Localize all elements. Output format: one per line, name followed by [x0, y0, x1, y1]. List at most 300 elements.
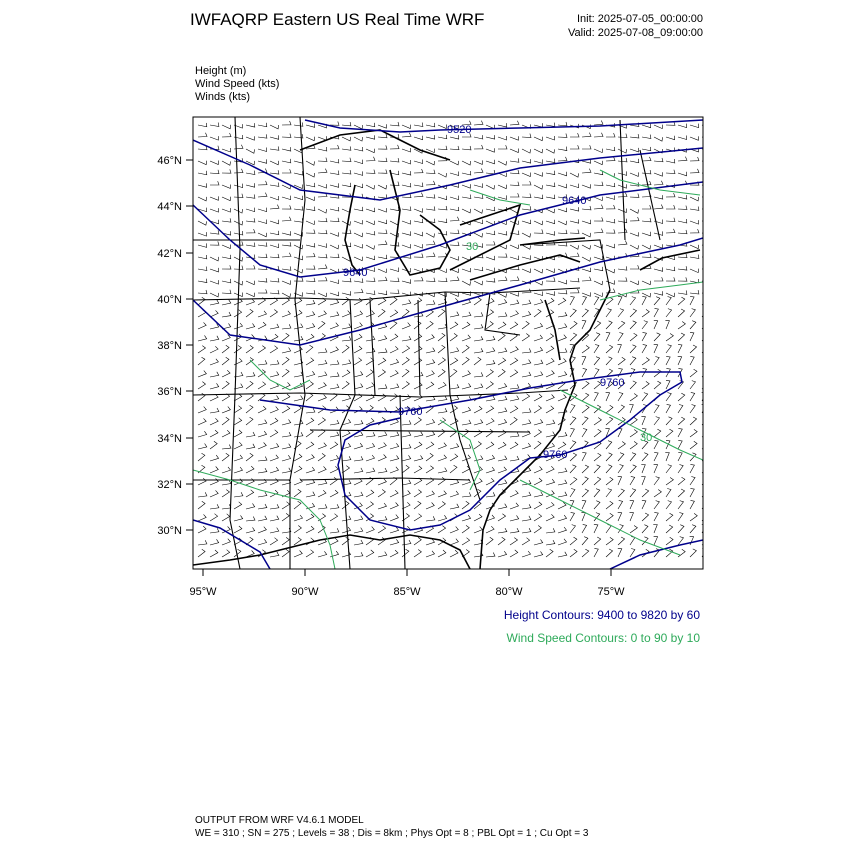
wind-barb — [438, 125, 447, 129]
wind-barb — [402, 148, 411, 152]
wind-barb — [558, 280, 567, 284]
wind-barb — [630, 345, 636, 353]
wind-barb — [462, 492, 471, 497]
wind-barb — [246, 490, 254, 497]
wind-barb — [618, 357, 625, 365]
wind-barb — [474, 209, 483, 213]
wind-barb — [462, 312, 471, 317]
wind-barb — [486, 185, 495, 189]
wind-barb — [438, 369, 445, 377]
wind-barb — [378, 526, 386, 533]
wind-barb — [498, 322, 506, 329]
wind-barb — [582, 345, 589, 353]
wind-barb — [594, 477, 601, 485]
wind-barb — [666, 393, 671, 402]
wind-barb — [318, 277, 327, 281]
wind-barb — [378, 479, 386, 485]
wind-barb — [690, 536, 694, 545]
wind-barb — [486, 442, 494, 449]
wind-barb — [642, 218, 651, 222]
wind-barb — [606, 513, 613, 521]
wind-barb — [438, 515, 447, 521]
wind-barb — [522, 334, 530, 342]
wind-barb — [414, 346, 422, 353]
wind-barb — [690, 321, 696, 329]
lon-label: 75°W — [597, 586, 625, 598]
wind-barb — [366, 291, 375, 295]
wind-barb — [414, 169, 423, 173]
wind-barb — [618, 500, 623, 509]
wind-barb — [582, 268, 591, 272]
wind-barb — [234, 266, 243, 270]
wind-barb — [498, 123, 507, 127]
wind-barb — [414, 432, 423, 437]
wind-barb — [222, 370, 230, 377]
wind-barb — [306, 455, 314, 462]
wind-barb — [678, 172, 687, 176]
wind-barb — [642, 135, 651, 139]
wind-barb — [450, 491, 459, 497]
wind-barb — [414, 334, 422, 341]
wind-barb — [618, 476, 622, 485]
wind-barb — [294, 441, 301, 449]
wind-barb — [354, 492, 363, 497]
wind-barb — [618, 537, 625, 545]
wind-barb — [546, 209, 555, 213]
wind-barb — [666, 501, 672, 509]
wind-barb — [294, 159, 303, 163]
wind-barb — [342, 370, 350, 377]
wind-barb — [330, 183, 339, 187]
wind-barb — [210, 161, 219, 165]
wind-barb — [318, 209, 327, 213]
wind-barb — [606, 453, 612, 461]
lat-label: 32°N — [157, 479, 182, 491]
wind-barb — [246, 281, 255, 285]
wind-barb — [570, 245, 579, 249]
wind-barb — [474, 442, 481, 450]
wind-barb — [450, 322, 458, 329]
wind-barb — [294, 347, 302, 354]
wind-barb — [318, 514, 326, 521]
wind-barb — [342, 381, 349, 389]
wind-barb — [318, 311, 326, 317]
wind-barb — [258, 208, 267, 212]
wind-barb — [246, 149, 255, 153]
wind-barb — [630, 489, 636, 497]
wind-barb — [546, 159, 555, 163]
wind-barb — [330, 122, 339, 126]
wind-barb — [414, 418, 421, 426]
wind-barb — [498, 299, 507, 305]
wind-barb — [378, 269, 387, 273]
wind-barb — [210, 196, 219, 200]
wind-barb — [486, 455, 495, 461]
wind-barb — [402, 336, 411, 341]
wind-barb — [546, 479, 555, 485]
wind-barb — [606, 280, 615, 284]
wind-barb — [654, 320, 658, 329]
wind-barb — [294, 526, 301, 534]
model-footer-details: WE = 310 ; SN = 275 ; Levels = 38 ; Dis = 8km ; Phys Opt = 8 ; PBL Opt = 1 ; Cu Opt = 3 — [195, 828, 589, 839]
wind-barb — [690, 405, 695, 414]
wind-barb — [306, 382, 313, 390]
wind-barb — [546, 334, 554, 341]
wind-barb — [438, 526, 446, 533]
wind-barb — [330, 232, 339, 236]
wind-barb — [402, 444, 411, 449]
wind-barb — [198, 183, 207, 187]
wind-barb — [414, 358, 422, 365]
wind-barb — [210, 336, 219, 341]
wind-barb — [498, 161, 507, 165]
wind-barb — [570, 133, 579, 137]
wind-barb — [210, 230, 219, 234]
wind-barb — [522, 420, 531, 425]
wind-barb — [342, 527, 351, 533]
wind-barb — [690, 549, 696, 557]
wind-barb — [390, 310, 398, 317]
wind-barb — [690, 381, 696, 389]
wind-barb — [210, 257, 219, 261]
wind-barb — [402, 382, 409, 390]
wind-barb — [258, 420, 267, 425]
wind-barb — [210, 280, 219, 284]
wind-barb — [282, 217, 291, 221]
wind-barb — [414, 372, 423, 377]
wind-barb — [462, 357, 469, 365]
wind-barb — [558, 492, 567, 497]
wind-barb — [402, 465, 409, 473]
wind-barb — [678, 417, 685, 425]
wind-barb — [498, 408, 507, 413]
wind-barb — [546, 183, 555, 187]
wind-barb — [594, 256, 603, 260]
wind-barb — [498, 185, 507, 189]
wind-barb — [330, 514, 338, 521]
wind-barb — [402, 279, 411, 283]
wind-barb — [390, 370, 398, 377]
wind-barb — [198, 297, 205, 305]
wind-barb — [654, 440, 658, 449]
wind-barb — [426, 123, 435, 127]
wind-barb — [558, 312, 567, 317]
wind-barb — [366, 185, 375, 189]
wind-barb — [486, 553, 495, 558]
wind-barb — [618, 277, 627, 281]
wind-barb — [258, 134, 267, 138]
wind-barb — [210, 394, 218, 401]
wind-barb — [666, 345, 671, 353]
wind-barb — [390, 268, 399, 272]
wind-barb — [378, 230, 387, 234]
wind-barb — [618, 548, 622, 557]
wind-barb — [534, 137, 543, 141]
wind-barb — [642, 232, 651, 236]
wind-barb — [210, 528, 219, 533]
wind-barb — [606, 489, 612, 497]
wind-barb — [222, 161, 231, 165]
wind-barb — [642, 358, 649, 366]
wind-barb — [330, 171, 339, 175]
wind-barb — [450, 161, 459, 165]
wind-barb — [390, 158, 399, 162]
wind-barb — [546, 395, 554, 402]
wind-barb — [462, 268, 471, 272]
wind-barb — [486, 348, 495, 354]
wind-barb — [474, 160, 483, 164]
wind-barb — [558, 395, 566, 402]
wind-barb — [534, 526, 541, 534]
wind-barb — [690, 296, 694, 305]
wind-barb — [426, 135, 435, 139]
wind-barb — [582, 381, 589, 389]
wind-barb — [354, 456, 363, 461]
wind-barb — [450, 333, 457, 341]
wind-barb — [534, 269, 543, 273]
wind-barb — [246, 293, 255, 297]
contour-label: 9520 — [447, 124, 472, 136]
wind-barb — [426, 382, 434, 389]
wind-barb — [198, 540, 207, 545]
wind-barb — [630, 148, 639, 152]
wind-barb — [582, 292, 591, 296]
wind-barb — [618, 149, 627, 153]
wind-barb — [198, 501, 205, 509]
wind-barb — [402, 369, 409, 377]
wind-barb — [366, 170, 375, 174]
wind-barb — [641, 464, 645, 473]
wind-barb — [366, 468, 375, 473]
wind-barb — [354, 358, 362, 365]
valid-time: Valid: 2025-07-08_09:00:00 — [568, 27, 703, 39]
wind-barb — [522, 255, 531, 259]
wind-barb — [210, 268, 219, 272]
wind-barb — [342, 311, 350, 317]
wind-barb — [570, 405, 575, 414]
wind-barb — [498, 419, 507, 425]
wind-barb — [210, 539, 219, 545]
wind-barb — [450, 196, 459, 200]
wind-barb — [498, 430, 506, 437]
wind-barb — [246, 432, 255, 437]
wind-barb — [582, 405, 589, 413]
wind-barb — [462, 195, 471, 199]
wind-barb — [582, 257, 591, 261]
wind-barb — [534, 360, 543, 365]
wind-barb — [282, 121, 291, 125]
wind-barb — [606, 195, 615, 199]
wind-barb — [678, 452, 682, 461]
wind-barb — [234, 184, 243, 188]
wind-barb — [558, 184, 567, 188]
wind-barb — [354, 207, 363, 211]
wind-barb — [426, 431, 435, 437]
wind-barb — [198, 133, 207, 137]
wind-barb — [402, 455, 411, 461]
wind-barb — [474, 384, 483, 389]
wind-barb — [258, 193, 267, 197]
wind-barb — [342, 137, 351, 141]
wind-barb — [270, 244, 279, 248]
wind-barb — [558, 230, 567, 234]
wind-barb — [426, 453, 433, 461]
wind-barb — [654, 477, 659, 485]
wind-barb — [366, 221, 375, 225]
wind-barb — [306, 503, 315, 509]
wind-barb — [546, 298, 554, 305]
wind-barb — [378, 134, 387, 138]
wind-barb — [690, 309, 695, 317]
wind-barb — [690, 477, 695, 486]
wind-barb — [678, 309, 685, 317]
wind-barb — [294, 277, 303, 281]
wind-barb — [330, 347, 338, 353]
wind-barb — [678, 290, 687, 294]
lat-label: 44°N — [157, 201, 182, 213]
wind-barb — [486, 418, 494, 425]
wind-barb — [618, 465, 623, 474]
wind-barb — [629, 404, 633, 413]
wind-barb — [198, 418, 206, 425]
wind-barb — [222, 381, 229, 389]
wind-barb — [618, 209, 627, 213]
wind-barb — [474, 357, 481, 365]
wind-barb — [618, 393, 623, 402]
wind-barb — [294, 466, 302, 473]
wind-barb — [462, 420, 471, 425]
wind-barb — [570, 333, 577, 341]
wind-barb — [306, 311, 315, 317]
wind-barb — [378, 455, 386, 462]
wind-barb — [654, 452, 658, 461]
wind-barb — [318, 147, 327, 151]
wind-barb — [198, 197, 207, 201]
wind-barb — [522, 206, 531, 210]
wind-barb — [606, 229, 615, 233]
wind-barb — [378, 170, 387, 174]
wind-barb — [594, 345, 599, 354]
wind-barb — [606, 357, 612, 365]
wind-barb — [282, 134, 291, 138]
wind-barb — [354, 278, 363, 282]
wind-barb — [522, 245, 531, 249]
wind-barb — [414, 490, 422, 497]
wind-barb — [546, 358, 554, 365]
wind-barb — [402, 220, 411, 224]
wind-barb — [438, 455, 447, 461]
wind-barb — [282, 455, 291, 461]
wind-barb — [546, 540, 555, 545]
wind-barb — [426, 278, 435, 282]
wind-barb — [570, 549, 577, 557]
lat-label: 36°N — [157, 386, 182, 398]
wind-barb — [630, 441, 637, 449]
wind-barb — [486, 336, 495, 341]
wind-barb — [462, 538, 470, 545]
wind-barb — [438, 477, 445, 485]
wind-barb — [606, 205, 615, 209]
wind-barb — [630, 245, 639, 249]
wind-barb — [438, 382, 446, 389]
wind-barb — [642, 281, 651, 285]
wind-barb — [666, 465, 672, 473]
wind-barb — [594, 489, 600, 497]
wind-barb — [594, 297, 599, 306]
wind-barb — [462, 383, 471, 389]
wind-barb — [258, 360, 267, 365]
wind-barb — [546, 406, 554, 413]
wind-barb — [498, 442, 506, 449]
wind-barb — [666, 404, 671, 413]
wind-barb — [618, 193, 627, 197]
wind-barb — [270, 324, 279, 329]
wind-barb — [450, 312, 459, 317]
wind-barb — [306, 514, 314, 521]
wind-barb — [450, 454, 458, 461]
wind-barb — [366, 455, 375, 461]
wind-barb — [641, 416, 645, 425]
wind-barb — [426, 170, 435, 174]
wind-barb — [438, 502, 445, 510]
wind-barb — [690, 220, 699, 224]
wind-barb — [474, 169, 483, 174]
wind-barb — [222, 218, 231, 222]
wind-barb — [678, 195, 687, 199]
wind-barb — [642, 332, 647, 341]
wind-barb — [246, 208, 255, 212]
wind-barb — [342, 291, 351, 295]
wind-barb — [258, 457, 267, 462]
wind-barb — [198, 279, 207, 283]
wind-barb — [474, 281, 483, 285]
wind-barb — [690, 369, 697, 377]
wind-barb — [246, 183, 255, 187]
wind-barb — [642, 500, 646, 509]
wind-barb — [462, 515, 471, 521]
wind-barb — [282, 311, 290, 317]
wind-barb — [678, 440, 682, 449]
wind-barb — [282, 513, 289, 521]
wind-barb — [450, 358, 458, 365]
wind-barb — [306, 123, 315, 127]
wind-barb — [486, 429, 493, 437]
wind-barb — [498, 528, 507, 533]
wind-barb — [474, 372, 483, 377]
wind-barb — [330, 420, 339, 425]
wind-barb — [258, 527, 266, 533]
wind-barb — [558, 122, 567, 126]
wind-barb — [210, 324, 219, 330]
wind-barb — [582, 537, 588, 545]
wind-barb — [222, 279, 231, 283]
wind-barb — [594, 501, 600, 509]
wind-barb — [690, 500, 694, 509]
wind-barb — [414, 395, 422, 402]
wind-barb — [534, 123, 543, 127]
wind-barb — [198, 267, 207, 271]
wind-barb — [258, 181, 267, 185]
wind-barb — [606, 309, 611, 317]
wind-barb — [222, 467, 231, 473]
wind-barb — [642, 245, 651, 249]
wind-barb — [678, 322, 685, 330]
wind-barb — [342, 221, 351, 225]
wind-barb — [642, 205, 651, 209]
wind-barb — [426, 442, 434, 449]
wind-barb — [222, 312, 231, 317]
wind-barb — [426, 359, 435, 365]
